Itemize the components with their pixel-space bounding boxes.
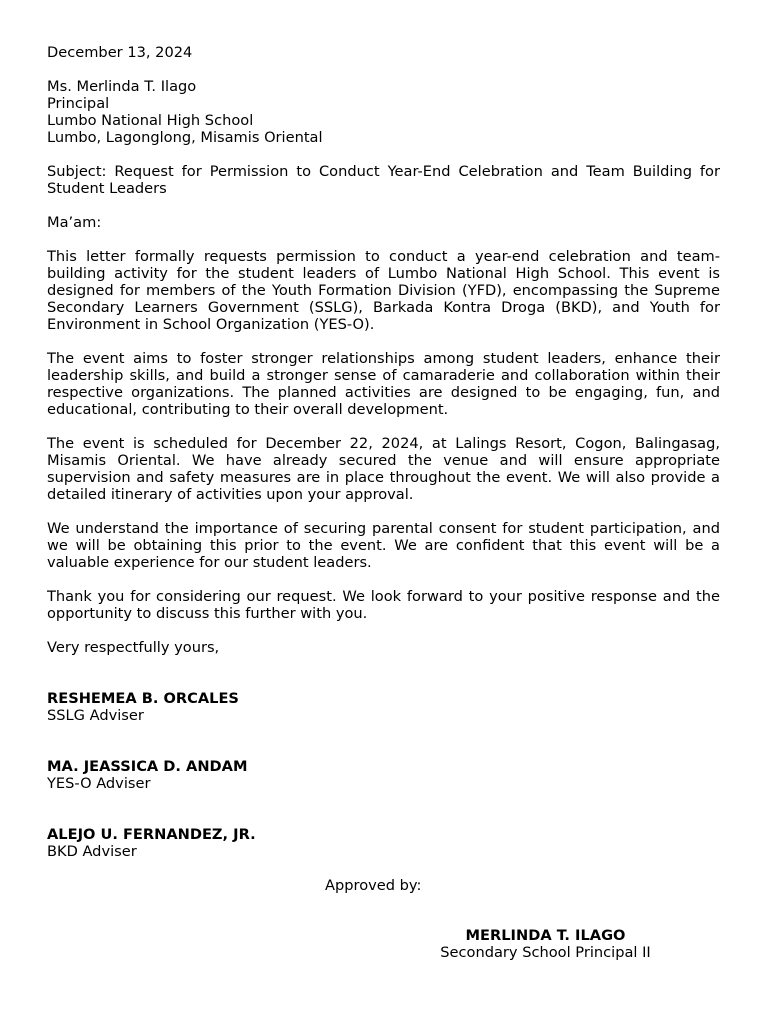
recipient-name: Ms. Merlinda T. Ilago: [47, 78, 197, 95]
body-paragraph-5: Thank you for considering our request. We look forward to your positive response and the opportunity to discuss this further with you.: [47, 588, 720, 622]
signatory-name: MA. JEASSICA D. ANDAM: [47, 758, 248, 775]
signatory-title: BKD Adviser: [47, 843, 137, 860]
signatory-name: RESHEMEA B. ORCALES: [47, 690, 239, 707]
approved-by-label: Approved by:: [325, 877, 422, 894]
signatory-name: ALEJO U. FERNANDEZ, JR.: [47, 826, 256, 843]
recipient-position: Principal: [47, 95, 110, 112]
signatory-title: YES-O Adviser: [47, 775, 151, 792]
approver-name: MERLINDA T. ILAGO: [465, 927, 626, 944]
approver-title: Secondary School Principal II: [440, 944, 651, 961]
subject-line: Subject: Request for Permission to Conduct Year-End Celebration and Team Building for Student Leaders: [47, 163, 720, 197]
body-paragraph-1: This letter formally requests permission to conduct a year-end celebration and team-building activity for the student leaders of Lumbo National High School. This event is designed for members of the Youth Formation Division (YFD), encompassing the Supreme Secondary Learners Government (SSLG), Barkada Kontra Droga (BKD), and Youth for Environment in School Organization (YES-O).: [47, 248, 720, 333]
signatory: [47, 690, 720, 724]
signatory-title: SSLG Adviser: [47, 707, 144, 724]
recipient-school: Lumbo National High School: [47, 112, 254, 129]
letter-date: December 13, 2024: [47, 44, 193, 61]
signatory: [47, 758, 720, 792]
signatory: [47, 826, 720, 860]
salutation: Ma’am:: [47, 214, 102, 231]
closing: Very respectfully yours,: [47, 639, 220, 656]
recipient-address: Lumbo, Lagonglong, Misamis Oriental: [47, 129, 323, 146]
recipient-block: [47, 78, 720, 146]
body-paragraph-2: The event aims to foster stronger relationships among student leaders, enhance their leadership skills, and build a stronger sense of camaraderie and collaboration within their respective organizations. The planned activities are designed to be engaging, fun, and educational, contributing to their overall development.: [47, 350, 720, 418]
body-paragraph-3: The event is scheduled for December 22, 2024, at Lalings Resort, Cogon, Balingasag, Misamis Oriental. We have already secured the venue and will ensure appropriate supervision and safety measures are in place throughout the event. We will also provide a detailed itinerary of activities upon your approval.: [47, 435, 720, 503]
approver: [434, 927, 657, 961]
body-paragraph-4: We understand the importance of securing parental consent for student participation, and we will be obtaining this prior to the event. We are confident that this event will be a valuable experience for our student leaders.: [47, 520, 720, 571]
